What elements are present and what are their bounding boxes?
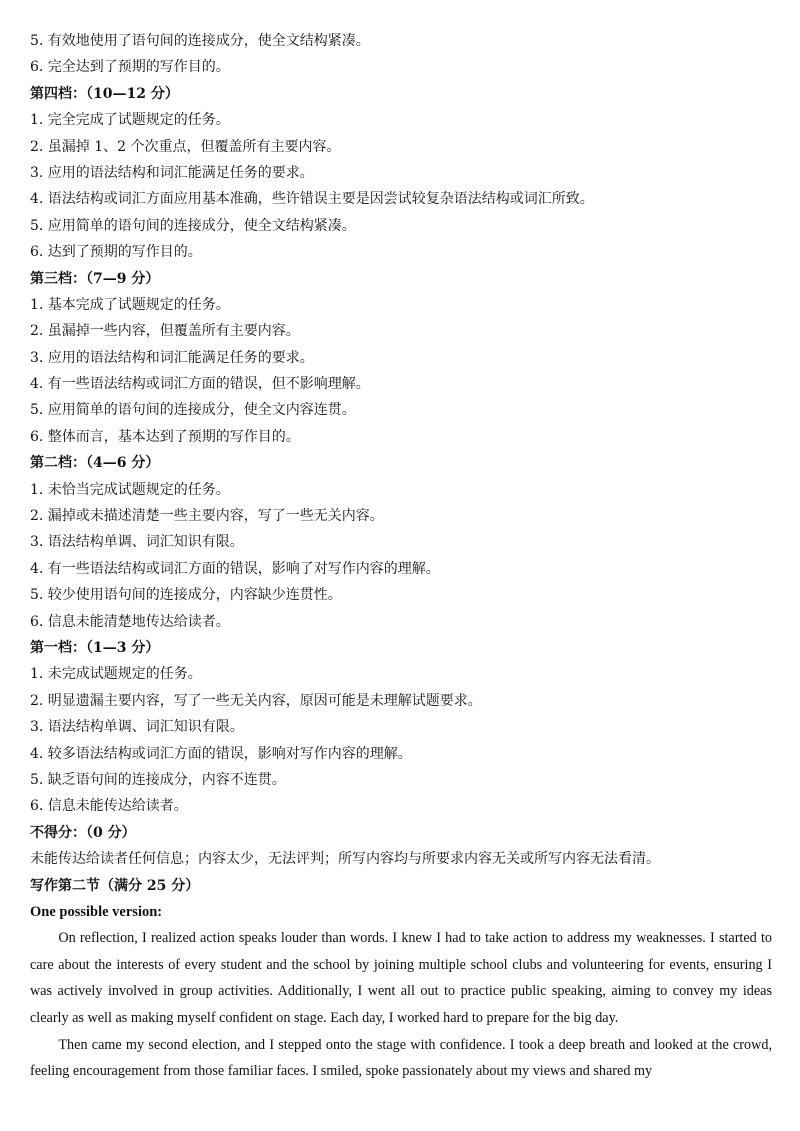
band0-text: 未能传达给读者任何信息；内容太少，无法评判；所写内容均与所要求内容无关或所写内容无法看清。	[30, 851, 660, 868]
rubric-item: 6. 信息未能传达给读者。	[30, 798, 188, 815]
section2-heading: 写作第二节（满分 25 分）	[30, 877, 200, 894]
band5-tail	[30, 28, 772, 81]
section2	[30, 873, 772, 1085]
rubric-item: 2. 漏掉或未描述清楚一些主要内容，写了一些无关内容。	[30, 508, 384, 525]
rubric-item: 5. 较少使用语句间的连接成分，内容缺少连贯性。	[30, 587, 342, 604]
band0-heading: 不得分：（0 分）	[30, 824, 136, 841]
band3-heading: 第三档：（7—9 分）	[30, 270, 160, 287]
band1-section	[30, 635, 772, 820]
rubric-item: 3. 应用的语法结构和词汇能满足任务的要求。	[30, 349, 314, 366]
essay-paragraph: Then came my second election, and I stepped onto the stage with confidence. I took a deep breath and looked at the crowd, feeling encouragement from those familiar faces. I smiled, spoke passionately about my views and shared my	[30, 1036, 772, 1080]
sample-essay	[30, 925, 772, 1085]
rubric-item: 4. 语法结构或词汇方面应用基本准确，些许错误主要是因尝试较复杂语法结构或词汇所致。	[30, 191, 594, 208]
scoring-rubric-page	[30, 28, 772, 1085]
rubric-item: 5. 应用简单的语句间的连接成分，使全文结构紧凑。	[30, 217, 356, 234]
band4-section	[30, 81, 772, 266]
rubric-item: 5. 缺乏语句间的连接成分，内容不连贯。	[30, 771, 286, 788]
band2-heading: 第二档：（4—6 分）	[30, 455, 160, 472]
band4-heading: 第四档：（10—12 分）	[30, 85, 179, 102]
band1-heading: 第一档：（1—3 分）	[30, 639, 160, 656]
rubric-item: 4. 较多语法结构或词汇方面的错误，影响对写作内容的理解。	[30, 745, 412, 762]
rubric-item: 3. 语法结构单调、词汇知识有限。	[30, 534, 244, 551]
rubric-item: 2. 明显遗漏主要内容，写了一些无关内容，原因可能是未理解试题要求。	[30, 692, 482, 709]
rubric-item: 1. 未恰当完成试题规定的任务。	[30, 481, 230, 498]
rubric-item: 4. 有一些语法结构或词汇方面的错误，影响了对写作内容的理解。	[30, 560, 440, 577]
rubric-item: 2. 虽漏掉一些内容，但覆盖所有主要内容。	[30, 323, 300, 340]
rubric-item: 6. 完全达到了预期的写作目的。	[30, 59, 230, 76]
rubric-item: 6. 整体而言，基本达到了预期的写作目的。	[30, 428, 300, 445]
sample-label: One possible version:	[30, 903, 163, 920]
rubric-item: 5. 应用简单的语句间的连接成分，使全文内容连贯。	[30, 402, 356, 419]
rubric-item: 3. 语法结构单调、词汇知识有限。	[30, 719, 244, 736]
rubric-item: 6. 信息未能清楚地传达给读者。	[30, 613, 230, 630]
essay-paragraph: On reflection, I realized action speaks louder than words. I knew I had to take action to address my weaknesses. I started to care about the interests of every student and the school by joining multiple school clubs and volunteering for events, ensuring I was actively involved in group activities. Additionally, I went all out to practice public speaking, aiming to convey my ideas clearly as well as making myself confident on stage. Each day, I worked hard to prepare for the big day.	[30, 930, 772, 1027]
rubric-item: 1. 完全完成了试题规定的任务。	[30, 112, 230, 129]
rubric-item: 2. 虽漏掉 1、2 个次重点，但覆盖所有主要内容。	[30, 138, 341, 155]
band2-section	[30, 450, 772, 635]
rubric-item: 1. 未完成试题规定的任务。	[30, 666, 202, 683]
rubric-item: 6. 达到了预期的写作目的。	[30, 244, 202, 261]
rubric-item: 1. 基本完成了试题规定的任务。	[30, 296, 230, 313]
band0-section	[30, 820, 772, 873]
rubric-item: 5. 有效地使用了语句间的连接成分，使全文结构紧凑。	[30, 33, 370, 49]
rubric-item: 4. 有一些语法结构或词汇方面的错误，但不影响理解。	[30, 376, 370, 393]
rubric-item: 3. 应用的语法结构和词汇能满足任务的要求。	[30, 164, 314, 181]
band3-section	[30, 266, 772, 451]
